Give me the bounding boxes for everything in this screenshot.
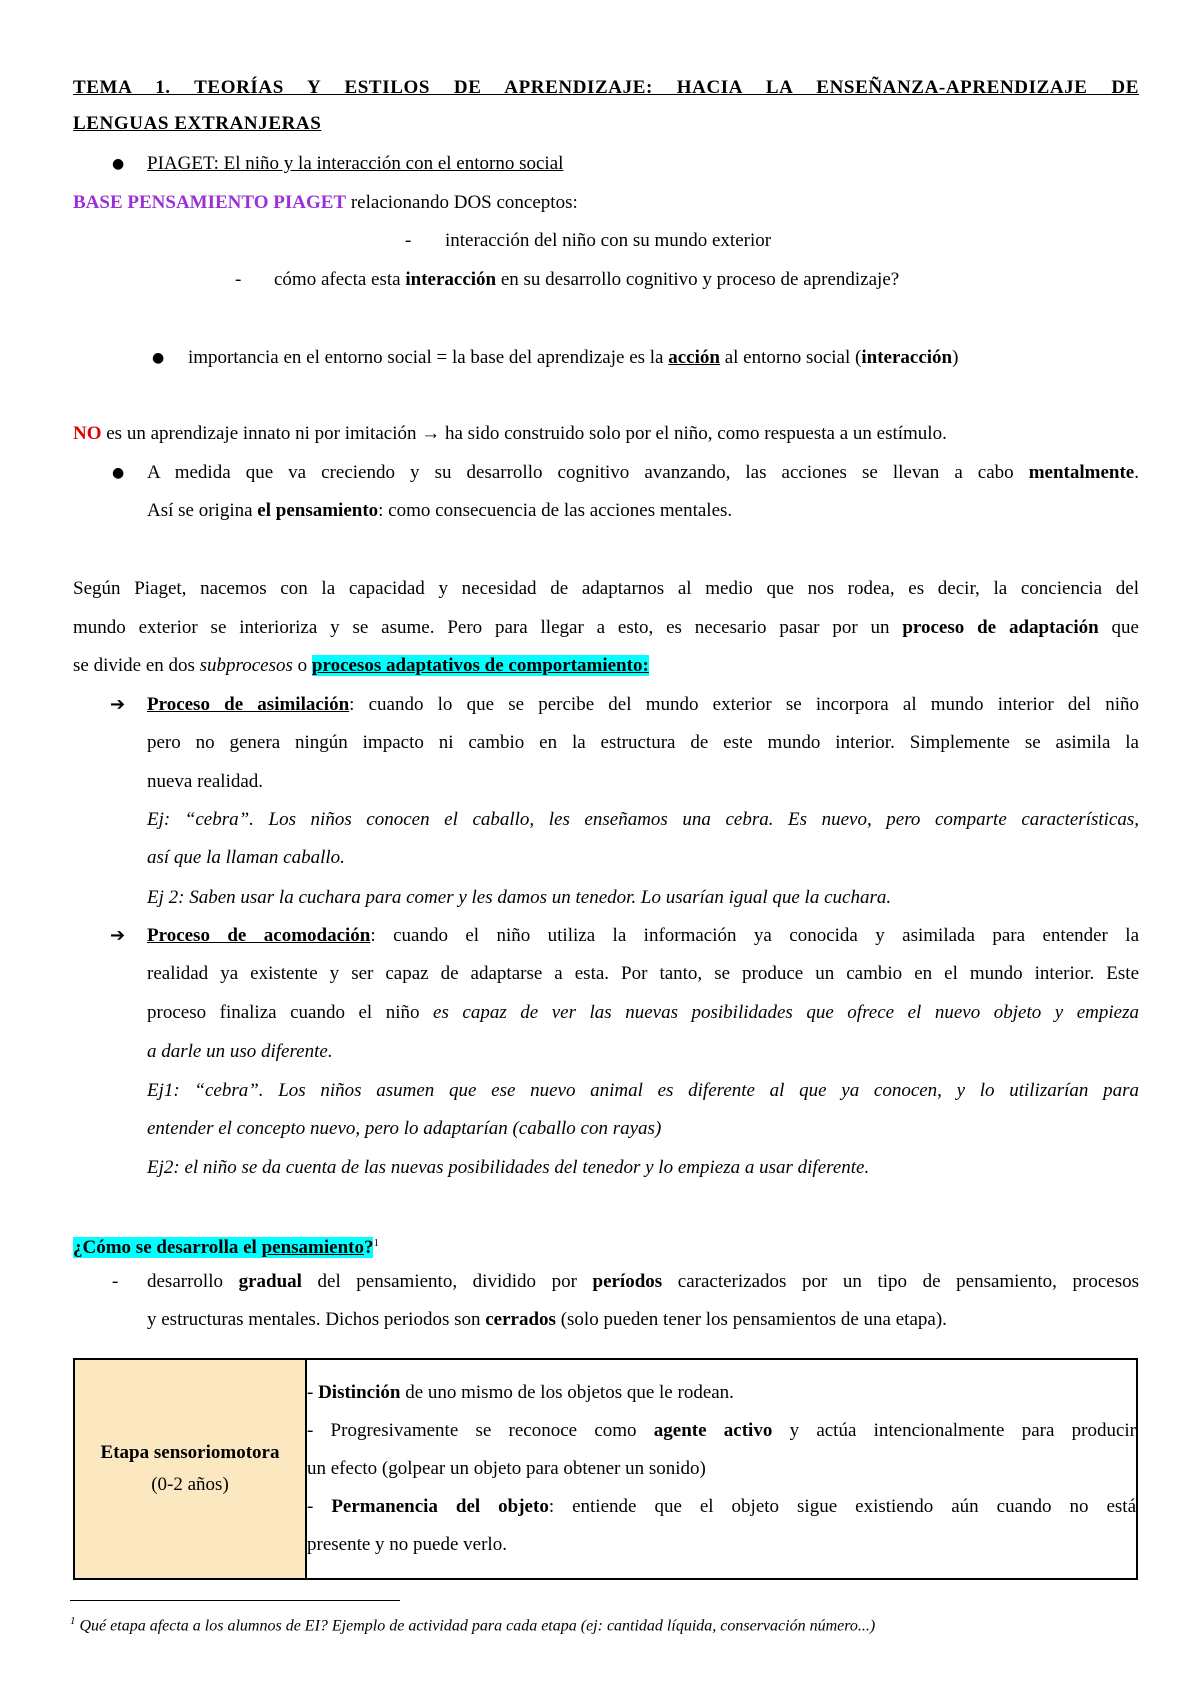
asimilacion-line1-post: : cuando lo que se percibe del mundo exterior se incorpora al mundo interior del niño bbox=[349, 694, 1139, 715]
asimilacion-example-1-line-2: así que la llaman caballo. bbox=[147, 847, 345, 868]
no-line bbox=[73, 420, 947, 448]
asimilacion-line-1 bbox=[147, 691, 1139, 719]
growth-line-2 bbox=[147, 497, 732, 525]
importance-pre: importancia en el entorno social = la base del aprendizaje es la bbox=[188, 347, 669, 368]
segun-line-3 bbox=[73, 652, 649, 680]
importance-line bbox=[188, 344, 958, 372]
gradual-line2-post: (solo pueden tener los pensamientos de una etapa). bbox=[555, 1309, 947, 1330]
como-pre: ¿Cómo se desarrolla el bbox=[73, 1237, 262, 1259]
stage-desc-4-pre: - bbox=[307, 1496, 332, 1517]
importance-accion: acción bbox=[668, 347, 720, 368]
stage-desc-line-2 bbox=[307, 1412, 1136, 1450]
asimilacion-line-3: nueva realidad. bbox=[147, 771, 264, 792]
segun-line3-highlight: procesos adaptativos de comportamiento: bbox=[311, 655, 649, 676]
base-item-2 bbox=[274, 266, 899, 294]
dash-icon: - bbox=[112, 1271, 119, 1292]
segun-line3-italic: subprocesos bbox=[199, 655, 293, 676]
bullet-icon: ● bbox=[152, 350, 165, 366]
acomodacion-line-3 bbox=[147, 999, 1139, 1027]
stage-desc-2-pre: - Progresivamente se reconoce como bbox=[307, 1420, 654, 1441]
stage-age: (0-2 años) bbox=[151, 1474, 229, 1495]
piaget-heading: PIAGET: El niño y la interacción con el entorno social bbox=[147, 153, 564, 174]
bullet-icon: ● bbox=[112, 465, 125, 481]
gradual-bold-2: períodos bbox=[592, 1271, 663, 1292]
title-line-2: LENGUAS EXTRANJERAS bbox=[73, 113, 322, 134]
gradual-line-1 bbox=[147, 1268, 1139, 1296]
segun-line2-post: que bbox=[1098, 617, 1139, 638]
acomodacion-line3-pre: proceso finaliza cuando el niño bbox=[147, 1002, 434, 1023]
base-item-2-post: en su desarrollo cognitivo y proceso de aprendizaje? bbox=[496, 269, 900, 290]
stage-desc-4-bold: Permanencia del objeto bbox=[331, 1496, 549, 1517]
gradual-pre: desarrollo bbox=[147, 1271, 239, 1292]
asimilacion-label: Proceso de asimilación bbox=[147, 694, 350, 715]
segun-line2-bold: proceso de adaptación bbox=[902, 617, 1099, 638]
base-item-2-pre: cómo afecta esta bbox=[274, 269, 406, 290]
growth-line2-post: : como consecuencia de las acciones mentales. bbox=[378, 500, 733, 521]
bullet-icon: ● bbox=[112, 156, 125, 172]
segun-line-1: Según Piaget, nacemos con la capacidad y necesidad de adaptarnos al medio que nos rodea, es decir, la conciencia del bbox=[73, 578, 1139, 599]
stage-desc-line-1 bbox=[307, 1374, 1136, 1412]
footnote-number: 1 bbox=[70, 1615, 76, 1627]
stage-desc-4-post: : entiende que el objeto sigue existiendo aún cuando no está bbox=[548, 1496, 1137, 1517]
stage-desc-line-4 bbox=[307, 1488, 1136, 1526]
acomodacion-line-4: a darle un uso diferente. bbox=[147, 1041, 333, 1062]
table-row bbox=[74, 1359, 1137, 1579]
acomodacion-label: Proceso de acomodación bbox=[147, 925, 371, 946]
segun-line2-pre: mundo exterior se interioriza y se asume. Pero para llegar a esto, es necesario pasar por un bbox=[73, 617, 903, 638]
acomodacion-line-2: realidad ya existente y ser capaz de adaptarse a esta. Por tanto, se produce un cambio en el mundo interior. Este bbox=[147, 963, 1139, 984]
gradual-post: caracterizados por un tipo de pensamiento, procesos bbox=[662, 1271, 1139, 1292]
stage-desc-2-bold: agente activo bbox=[653, 1420, 773, 1441]
segun-line3-pre: se divide en dos bbox=[73, 655, 200, 676]
gradual-line2-pre: y estructuras mentales. Dichos periodos son bbox=[147, 1309, 486, 1330]
asimilacion-line-2: pero no genera ningún impacto ni cambio en la estructura de este mundo interior. Simplemente se asimila la bbox=[147, 732, 1139, 753]
stage-desc-line-5: presente y no puede verlo. bbox=[307, 1534, 507, 1555]
acomodacion-line1-post: : cuando el niño utiliza la información ya conocida y asimilada para entender la bbox=[370, 925, 1140, 946]
gradual-mid: del pensamiento, dividido por bbox=[301, 1271, 593, 1292]
stage-desc-1-post: de uno mismo de los objetos que le rodean. bbox=[400, 1382, 734, 1403]
stage-desc-2-post: y actúa intencionalmente para producir bbox=[772, 1420, 1136, 1441]
base-rest: relacionando DOS conceptos: bbox=[346, 192, 578, 213]
importance-post: ) bbox=[952, 347, 959, 368]
growth-line-1 bbox=[147, 459, 1139, 487]
footnote bbox=[70, 1608, 875, 1639]
dash-icon: - bbox=[405, 230, 412, 251]
acomodacion-example-2: Ej2: el niño se da cuenta de las nuevas posibilidades del tenedor y lo empieza a usar diferente. bbox=[147, 1157, 870, 1178]
stage-name-cell bbox=[74, 1359, 306, 1579]
gradual-bold-1: gradual bbox=[238, 1271, 302, 1292]
como-heading bbox=[73, 1229, 379, 1262]
como-post: ? bbox=[363, 1237, 374, 1259]
growth-post: . bbox=[1134, 462, 1139, 483]
footnote-separator bbox=[70, 1600, 400, 1601]
importance-interaccion: interacción bbox=[861, 347, 953, 368]
asimilacion-example-2: Ej 2: Saben usar la cuchara para comer y les damos un tenedor. Lo usarían igual que la cuchara. bbox=[147, 887, 892, 908]
segun-line-2 bbox=[73, 614, 1139, 642]
footnote-text: Qué etapa afecta a los alumnos de EI? Ejemplo de actividad para cada etapa (ej: cantidad líquida, conservación número...) bbox=[75, 1617, 876, 1635]
segun-line3-mid: o bbox=[292, 655, 312, 676]
growth-bold: mentalmente bbox=[1028, 462, 1135, 483]
growth-line2-bold: el pensamiento bbox=[257, 500, 379, 521]
gradual-line-2 bbox=[147, 1306, 947, 1334]
base-item-1: interacción del niño con su mundo exterior bbox=[445, 230, 772, 251]
stage-desc-line-3: un efecto (golpear un objeto para obtener un sonido) bbox=[307, 1458, 706, 1479]
growth-pre: A medida que va creciendo y su desarrollo cognitivo avanzando, las acciones se llevan a cabo bbox=[147, 462, 1029, 483]
asimilacion-example-1-line-1: Ej: “cebra”. Los niños conocen el caballo, les enseñamos una cebra. Es nuevo, pero comparte características, bbox=[147, 809, 1139, 830]
stage-desc-1-pre: - bbox=[307, 1382, 319, 1403]
stage-name: Etapa sensoriomotora bbox=[100, 1442, 280, 1463]
como-underlined: pensamiento bbox=[261, 1237, 364, 1259]
title-line-1: TEMA 1. TEORÍAS Y ESTILOS DE APRENDIZAJE: HACIA LA ENSEÑANZA-APRENDIZAJE DE bbox=[73, 77, 1139, 98]
right-arrow-icon: ➔ bbox=[110, 925, 126, 946]
acomodacion-example-1-line-1: Ej1: “cebra”. Los niños asumen que ese nuevo animal es diferente al que ya conocen, y lo utilizarían para bbox=[147, 1080, 1139, 1101]
gradual-line2-bold: cerrados bbox=[485, 1309, 556, 1330]
stage-description-cell bbox=[306, 1359, 1137, 1579]
acomodacion-example-1-line-2: entender el concepto nuevo, pero lo adaptarían (caballo con rayas) bbox=[147, 1118, 662, 1139]
dash-icon: - bbox=[235, 269, 242, 290]
base-label: BASE PENSAMIENTO PIAGET bbox=[73, 192, 347, 213]
no-rest: es un aprendizaje innato ni por imitación → ha sido construido solo por el niño, como respuesta a un estímulo. bbox=[101, 423, 947, 444]
base-line bbox=[73, 189, 578, 217]
acomodacion-line3-italic: es capaz de ver las nuevas posibilidades que ofrece el nuevo objeto y empieza bbox=[433, 1002, 1139, 1023]
importance-mid: al entorno social ( bbox=[719, 347, 862, 368]
stage-desc-1-bold: Distinción bbox=[318, 1382, 401, 1403]
stage-table bbox=[73, 1358, 1138, 1580]
no-word: NO bbox=[73, 423, 102, 444]
base-item-2-bold: interacción bbox=[405, 269, 497, 290]
acomodacion-line-1 bbox=[147, 922, 1139, 950]
footnote-ref[interactable]: 1 bbox=[373, 1237, 379, 1249]
growth-line2-pre: Así se origina bbox=[147, 500, 258, 521]
right-arrow-icon: ➔ bbox=[110, 694, 126, 715]
